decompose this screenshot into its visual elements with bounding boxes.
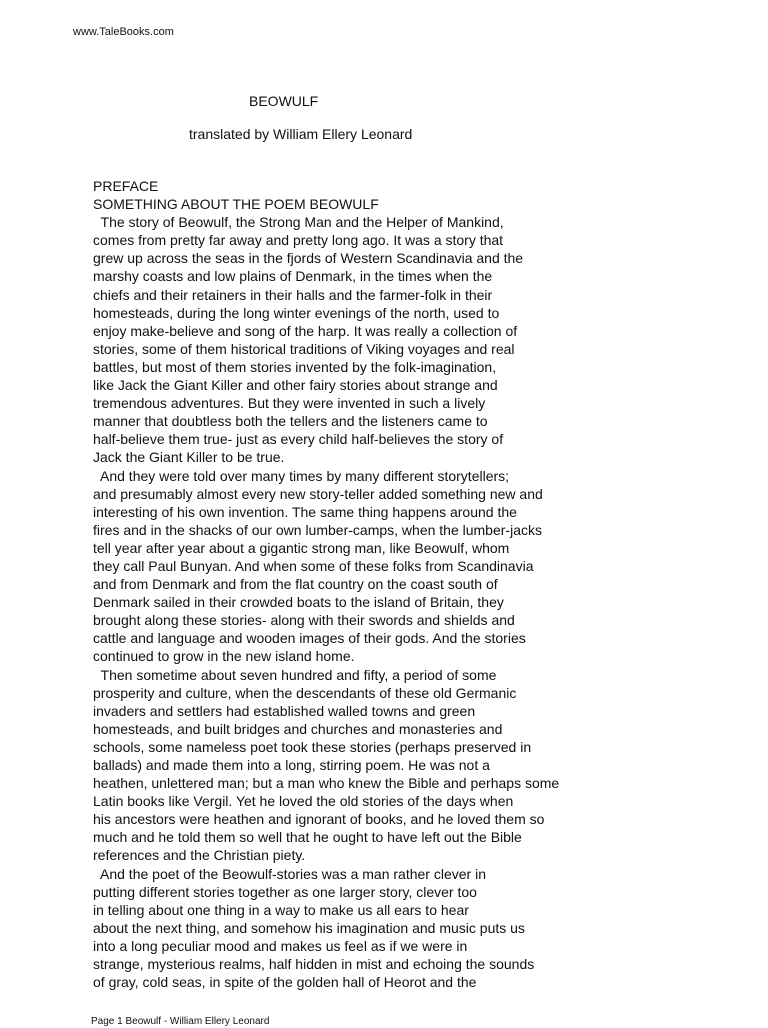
text-line: half-believe them true- just as every child half-believes the story of	[93, 431, 504, 448]
text-line: invaders and settlers had established walled towns and green	[93, 702, 476, 719]
text-line: PREFACE	[93, 178, 159, 194]
text-line: into a long peculiar mood and makes us feel as if we were in	[93, 937, 468, 954]
text-line: enjoy make-believe and song of the harp. It was really a collection of	[93, 322, 518, 339]
text-line: and from Denmark and from the flat country on the coast south of	[93, 576, 498, 593]
text-line: chiefs and their retainers in their halls and the farmer-folk in their	[93, 286, 493, 303]
text-line: grew up across the seas in the fjords of Western Scandinavia and the	[93, 250, 524, 267]
text-line: Jack the Giant Killer to be true.	[93, 449, 285, 466]
text-line: And they were told over many times by many different storytellers;	[93, 467, 510, 484]
text-line: marshy coasts and low plains of Denmark, in the times when the	[93, 268, 493, 285]
text-line: references and the Christian piety.	[93, 847, 306, 864]
text-line: manner that doubtless both the tellers and the listeners came to	[93, 413, 488, 430]
text-line: they call Paul Bunyan. And when some of these folks from Scandinavia	[93, 557, 534, 574]
text-line: brought along these stories- along with their swords and shields and	[93, 612, 515, 629]
text-line: about the next thing, and somehow his imagination and music puts us	[93, 919, 525, 936]
text-line: ballads) and made them into a long, stirring poem. He was not a	[93, 757, 490, 773]
text-line: comes from pretty far away and pretty long ago. It was a story that	[93, 232, 504, 249]
text-line: homesteads, during the long winter evenings of the north, used to	[93, 304, 500, 321]
text-line: tell year after year about a gigantic strong man, like Beowulf, whom	[93, 539, 510, 556]
book-title: BEOWULF	[249, 93, 319, 109]
text-line: heathen, unlettered man; but a man who knew the Bible and perhaps some	[93, 775, 560, 792]
text-line: prosperity and culture, when the descendants of these old Germanic	[93, 684, 517, 701]
text-line: And the poet of the Beowulf-stories was a man rather clever in	[93, 865, 486, 882]
text-line: in telling about one thing in a way to make us all ears to hear	[93, 901, 469, 918]
text-line: stories, some of them historical traditions of Viking voyages and real	[93, 340, 515, 357]
text-line: Denmark sailed in their crowded boats to the island of Britain, they	[93, 594, 504, 611]
text-line: battles, but most of them stories invented by the folk-imagination,	[93, 358, 497, 375]
text-line: like Jack the Giant Killer and other fairy stories about strange and	[93, 377, 498, 394]
text-line: cattle and language and wooden images of their gods. And the stories	[93, 630, 526, 647]
text-line: and presumably almost every new story-teller added something new and	[93, 485, 543, 502]
text-line: continued to grow in the new island home.	[93, 648, 355, 665]
text-line: tremendous adventures. But they were invented in such a lively	[93, 395, 486, 412]
page-footer: Page 1 Beowulf - William Ellery Leonard	[91, 1016, 270, 1027]
text-line: Latin books like Vergil. Yet he loved the old stories of the days when	[93, 793, 514, 810]
text-line: much and he told them so well that he ought to have left out the Bible	[93, 829, 522, 846]
body-text	[93, 177, 559, 991]
text-line: interesting of his own invention. The same thing happens around the	[93, 503, 517, 520]
translator-line: translated by William Ellery Leonard	[189, 126, 413, 142]
text-line: homesteads, and built bridges and churches and monasteries and	[93, 720, 503, 737]
text-line: putting different stories together as one larger story, clever too	[93, 883, 477, 900]
text-line: The story of Beowulf, the Strong Man and the Helper of Mankind,	[93, 214, 504, 231]
text-line: fires and in the shacks of our own lumber-camps, when the lumber-jacks	[93, 521, 542, 538]
text-line: strange, mysterious realms, half hidden in mist and echoing the sounds	[93, 956, 535, 973]
text-line: SOMETHING ABOUT THE POEM BEOWULF	[93, 196, 379, 213]
text-line: of gray, cold seas, in spite of the golden hall of Heorot and the	[93, 974, 477, 991]
site-url: www.TaleBooks.com	[73, 26, 174, 38]
text-line: schools, some nameless poet took these stories (perhaps preserved in	[93, 738, 532, 755]
text-line: his ancestors were heathen and ignorant of books, and he loved them so	[93, 811, 545, 828]
text-line: Then sometime about seven hundred and fifty, a period of some	[93, 666, 497, 683]
